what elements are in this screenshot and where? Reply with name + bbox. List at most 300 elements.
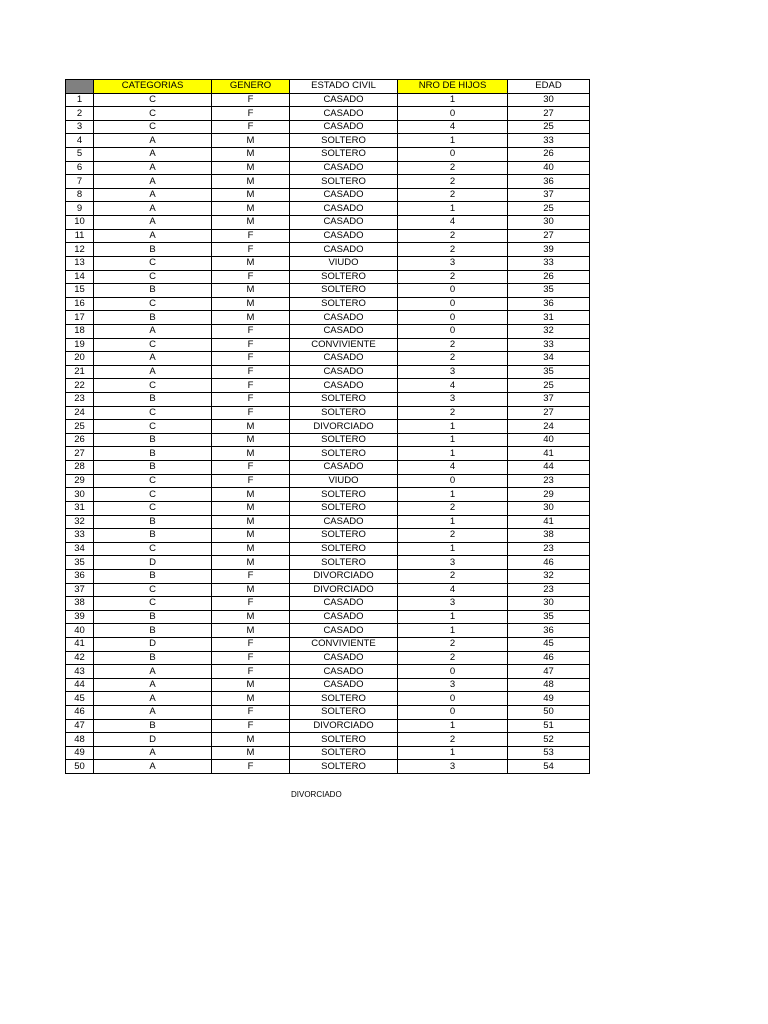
row-index: 11 <box>66 229 94 243</box>
row-index: 6 <box>66 161 94 175</box>
genero-cell: F <box>212 270 290 284</box>
genero-cell: F <box>212 229 290 243</box>
categoria-cell: B <box>94 515 212 529</box>
categoria-cell: A <box>94 216 212 230</box>
edad-cell: 46 <box>508 651 590 665</box>
row-index: 43 <box>66 665 94 679</box>
table-row <box>66 243 590 257</box>
estado-civil-cell: CASADO <box>290 352 398 366</box>
genero-cell: F <box>212 651 290 665</box>
nro-hijos-cell: 1 <box>398 447 508 461</box>
estado-civil-cell: CASADO <box>290 597 398 611</box>
estado-civil-cell: CASADO <box>290 379 398 393</box>
nro-hijos-cell: 1 <box>398 420 508 434</box>
nro-hijos-cell: 3 <box>398 365 508 379</box>
nro-hijos-cell: 2 <box>398 229 508 243</box>
row-index: 20 <box>66 352 94 366</box>
estado-civil-cell: CASADO <box>290 107 398 121</box>
estado-civil-cell: SOLTERO <box>290 447 398 461</box>
categoria-cell: D <box>94 733 212 747</box>
edad-cell: 37 <box>508 393 590 407</box>
edad-cell: 31 <box>508 311 590 325</box>
estado-civil-cell: SOLTERO <box>290 488 398 502</box>
table-row <box>66 420 590 434</box>
estado-civil-cell: CASADO <box>290 161 398 175</box>
table-row <box>66 297 590 311</box>
genero-cell: M <box>212 134 290 148</box>
nro-hijos-cell: 3 <box>398 760 508 774</box>
nro-hijos-cell: 2 <box>398 529 508 543</box>
nro-hijos-cell: 2 <box>398 637 508 651</box>
table-row <box>66 311 590 325</box>
nro-hijos-cell: 1 <box>398 624 508 638</box>
genero-cell: M <box>212 529 290 543</box>
categoria-cell: A <box>94 665 212 679</box>
estado-civil-cell: SOLTERO <box>290 501 398 515</box>
table-row <box>66 692 590 706</box>
genero-cell: F <box>212 243 290 257</box>
edad-cell: 33 <box>508 134 590 148</box>
table-row <box>66 665 590 679</box>
table-row <box>66 202 590 216</box>
genero-cell: F <box>212 637 290 651</box>
nro-hijos-cell: 0 <box>398 324 508 338</box>
edad-cell: 30 <box>508 597 590 611</box>
nro-hijos-cell: 3 <box>398 597 508 611</box>
estado-civil-cell: SOLTERO <box>290 297 398 311</box>
table-row <box>66 161 590 175</box>
genero-cell: F <box>212 474 290 488</box>
row-index: 46 <box>66 706 94 720</box>
genero-cell: M <box>212 746 290 760</box>
genero-cell: M <box>212 188 290 202</box>
nro-hijos-cell: 4 <box>398 583 508 597</box>
table-row <box>66 107 590 121</box>
categoria-cell: B <box>94 311 212 325</box>
estado-civil-cell: CASADO <box>290 188 398 202</box>
edad-cell: 47 <box>508 665 590 679</box>
edad-cell: 32 <box>508 569 590 583</box>
estado-civil-cell: CASADO <box>290 624 398 638</box>
table-row <box>66 583 590 597</box>
categoria-cell: C <box>94 474 212 488</box>
table-row <box>66 515 590 529</box>
table-row <box>66 433 590 447</box>
categoria-cell: B <box>94 393 212 407</box>
genero-cell: F <box>212 597 290 611</box>
genero-cell: F <box>212 760 290 774</box>
row-index: 23 <box>66 393 94 407</box>
categoria-cell: C <box>94 120 212 134</box>
edad-cell: 46 <box>508 556 590 570</box>
genero-cell: M <box>212 610 290 624</box>
categoria-cell: A <box>94 175 212 189</box>
table-row <box>66 624 590 638</box>
estado-civil-cell: CASADO <box>290 678 398 692</box>
genero-cell: M <box>212 501 290 515</box>
genero-cell: F <box>212 569 290 583</box>
table-row <box>66 406 590 420</box>
estado-civil-cell: SOLTERO <box>290 746 398 760</box>
nro-hijos-cell: 0 <box>398 311 508 325</box>
nro-hijos-cell: 0 <box>398 107 508 121</box>
edad-cell: 52 <box>508 733 590 747</box>
estado-civil-cell: CASADO <box>290 665 398 679</box>
genero-cell: F <box>212 665 290 679</box>
nro-hijos-cell: 0 <box>398 474 508 488</box>
categoria-cell: A <box>94 134 212 148</box>
row-index: 1 <box>66 93 94 107</box>
nro-hijos-cell: 3 <box>398 678 508 692</box>
categoria-cell: A <box>94 324 212 338</box>
estado-civil-cell: CASADO <box>290 324 398 338</box>
row-index: 17 <box>66 311 94 325</box>
table-row <box>66 556 590 570</box>
genero-cell: M <box>212 733 290 747</box>
categoria-cell: B <box>94 569 212 583</box>
header-index <box>66 80 94 94</box>
row-index: 44 <box>66 678 94 692</box>
genero-cell: M <box>212 433 290 447</box>
row-index: 41 <box>66 637 94 651</box>
row-index: 5 <box>66 148 94 162</box>
table-row <box>66 324 590 338</box>
estado-civil-cell: CASADO <box>290 120 398 134</box>
nro-hijos-cell: 2 <box>398 651 508 665</box>
estado-civil-cell: SOLTERO <box>290 270 398 284</box>
genero-cell: F <box>212 352 290 366</box>
nro-hijos-cell: 2 <box>398 352 508 366</box>
edad-cell: 29 <box>508 488 590 502</box>
nro-hijos-cell: 2 <box>398 243 508 257</box>
categoria-cell: A <box>94 188 212 202</box>
row-index: 14 <box>66 270 94 284</box>
nro-hijos-cell: 1 <box>398 719 508 733</box>
nro-hijos-cell: 3 <box>398 556 508 570</box>
nro-hijos-cell: 0 <box>398 706 508 720</box>
genero-cell: M <box>212 542 290 556</box>
data-table <box>65 79 590 774</box>
edad-cell: 35 <box>508 610 590 624</box>
edad-cell: 30 <box>508 216 590 230</box>
table-row <box>66 760 590 774</box>
genero-cell: F <box>212 324 290 338</box>
header-nro-hijos: NRO DE HIJOS <box>398 80 508 94</box>
edad-cell: 53 <box>508 746 590 760</box>
edad-cell: 23 <box>508 474 590 488</box>
nro-hijos-cell: 3 <box>398 393 508 407</box>
table-row <box>66 719 590 733</box>
row-index: 28 <box>66 461 94 475</box>
estado-civil-cell: SOLTERO <box>290 760 398 774</box>
table-body <box>66 93 590 773</box>
estado-civil-cell: CASADO <box>290 93 398 107</box>
table-row <box>66 338 590 352</box>
table-row <box>66 379 590 393</box>
table-row <box>66 610 590 624</box>
row-index: 29 <box>66 474 94 488</box>
row-index: 10 <box>66 216 94 230</box>
nro-hijos-cell: 0 <box>398 297 508 311</box>
edad-cell: 23 <box>508 542 590 556</box>
genero-cell: M <box>212 447 290 461</box>
header-edad: EDAD <box>508 80 590 94</box>
genero-cell: M <box>212 175 290 189</box>
table-row <box>66 270 590 284</box>
estado-civil-cell: CASADO <box>290 216 398 230</box>
genero-cell: M <box>212 583 290 597</box>
estado-civil-cell: CASADO <box>290 651 398 665</box>
estado-civil-cell: VIUDO <box>290 256 398 270</box>
table-row <box>66 284 590 298</box>
edad-cell: 41 <box>508 515 590 529</box>
row-index: 19 <box>66 338 94 352</box>
nro-hijos-cell: 4 <box>398 379 508 393</box>
genero-cell: M <box>212 284 290 298</box>
nro-hijos-cell: 1 <box>398 488 508 502</box>
edad-cell: 50 <box>508 706 590 720</box>
genero-cell: M <box>212 202 290 216</box>
estado-civil-cell: CASADO <box>290 202 398 216</box>
nro-hijos-cell: 0 <box>398 692 508 706</box>
estado-civil-cell: SOLTERO <box>290 433 398 447</box>
table-row <box>66 134 590 148</box>
nro-hijos-cell: 3 <box>398 256 508 270</box>
categoria-cell: A <box>94 678 212 692</box>
edad-cell: 25 <box>508 120 590 134</box>
estado-civil-cell: SOLTERO <box>290 175 398 189</box>
table-row <box>66 120 590 134</box>
row-index: 21 <box>66 365 94 379</box>
categoria-cell: A <box>94 365 212 379</box>
row-index: 12 <box>66 243 94 257</box>
estado-civil-cell: SOLTERO <box>290 529 398 543</box>
row-index: 15 <box>66 284 94 298</box>
edad-cell: 41 <box>508 447 590 461</box>
genero-cell: F <box>212 107 290 121</box>
genero-cell: M <box>212 256 290 270</box>
row-index: 26 <box>66 433 94 447</box>
row-index: 39 <box>66 610 94 624</box>
table-row <box>66 229 590 243</box>
nro-hijos-cell: 1 <box>398 746 508 760</box>
table-row <box>66 93 590 107</box>
categoria-cell: C <box>94 107 212 121</box>
edad-cell: 51 <box>508 719 590 733</box>
estado-civil-cell: CASADO <box>290 311 398 325</box>
nro-hijos-cell: 2 <box>398 733 508 747</box>
edad-cell: 39 <box>508 243 590 257</box>
categoria-cell: B <box>94 243 212 257</box>
edad-cell: 25 <box>508 202 590 216</box>
estado-civil-cell: DIVORCIADO <box>290 569 398 583</box>
row-index: 4 <box>66 134 94 148</box>
row-index: 38 <box>66 597 94 611</box>
row-index: 48 <box>66 733 94 747</box>
categoria-cell: A <box>94 148 212 162</box>
table-row <box>66 188 590 202</box>
table-row <box>66 474 590 488</box>
categoria-cell: C <box>94 501 212 515</box>
edad-cell: 37 <box>508 188 590 202</box>
nro-hijos-cell: 1 <box>398 433 508 447</box>
edad-cell: 27 <box>508 406 590 420</box>
row-index: 16 <box>66 297 94 311</box>
categoria-cell: B <box>94 529 212 543</box>
genero-cell: F <box>212 93 290 107</box>
estado-civil-cell: SOLTERO <box>290 148 398 162</box>
estado-civil-cell: CASADO <box>290 243 398 257</box>
row-index: 32 <box>66 515 94 529</box>
edad-cell: 36 <box>508 175 590 189</box>
row-index: 40 <box>66 624 94 638</box>
edad-cell: 33 <box>508 338 590 352</box>
genero-cell: M <box>212 678 290 692</box>
categoria-cell: C <box>94 270 212 284</box>
estado-civil-cell: SOLTERO <box>290 406 398 420</box>
header-estado-civil: ESTADO CIVIL <box>290 80 398 94</box>
row-index: 30 <box>66 488 94 502</box>
table-row <box>66 733 590 747</box>
table-row <box>66 597 590 611</box>
categoria-cell: C <box>94 597 212 611</box>
edad-cell: 35 <box>508 365 590 379</box>
row-index: 36 <box>66 569 94 583</box>
table-row <box>66 529 590 543</box>
nro-hijos-cell: 2 <box>398 569 508 583</box>
table-row <box>66 216 590 230</box>
row-index: 8 <box>66 188 94 202</box>
edad-cell: 32 <box>508 324 590 338</box>
categoria-cell: B <box>94 284 212 298</box>
categoria-cell: A <box>94 746 212 760</box>
genero-cell: F <box>212 461 290 475</box>
nro-hijos-cell: 1 <box>398 202 508 216</box>
edad-cell: 27 <box>508 107 590 121</box>
nro-hijos-cell: 0 <box>398 148 508 162</box>
genero-cell: M <box>212 420 290 434</box>
nro-hijos-cell: 2 <box>398 161 508 175</box>
edad-cell: 36 <box>508 624 590 638</box>
genero-cell: M <box>212 692 290 706</box>
estado-civil-cell: CASADO <box>290 610 398 624</box>
edad-cell: 40 <box>508 161 590 175</box>
categoria-cell: C <box>94 256 212 270</box>
nro-hijos-cell: 2 <box>398 188 508 202</box>
categoria-cell: D <box>94 637 212 651</box>
table-row <box>66 706 590 720</box>
edad-cell: 27 <box>508 229 590 243</box>
edad-cell: 38 <box>508 529 590 543</box>
edad-cell: 34 <box>508 352 590 366</box>
categoria-cell: B <box>94 624 212 638</box>
categoria-cell: A <box>94 692 212 706</box>
nro-hijos-cell: 1 <box>398 515 508 529</box>
estado-civil-cell: SOLTERO <box>290 393 398 407</box>
estado-civil-cell: DIVORCIADO <box>290 583 398 597</box>
genero-cell: M <box>212 556 290 570</box>
estado-civil-cell: SOLTERO <box>290 134 398 148</box>
header-categorias: CATEGORIAS <box>94 80 212 94</box>
table-row <box>66 461 590 475</box>
row-index: 34 <box>66 542 94 556</box>
genero-cell: F <box>212 706 290 720</box>
table-row <box>66 352 590 366</box>
row-index: 9 <box>66 202 94 216</box>
genero-cell: F <box>212 393 290 407</box>
estado-civil-cell: DIVORCIADO <box>290 420 398 434</box>
edad-cell: 26 <box>508 270 590 284</box>
nro-hijos-cell: 4 <box>398 461 508 475</box>
categoria-cell: A <box>94 760 212 774</box>
genero-cell: M <box>212 148 290 162</box>
row-index: 27 <box>66 447 94 461</box>
table-row <box>66 488 590 502</box>
estado-civil-cell: SOLTERO <box>290 556 398 570</box>
estado-civil-cell: SOLTERO <box>290 542 398 556</box>
categoria-cell: B <box>94 447 212 461</box>
row-index: 31 <box>66 501 94 515</box>
estado-civil-cell: CONVIVIENTE <box>290 637 398 651</box>
categoria-cell: C <box>94 297 212 311</box>
nro-hijos-cell: 0 <box>398 665 508 679</box>
edad-cell: 48 <box>508 678 590 692</box>
table-row <box>66 365 590 379</box>
estado-civil-cell: CASADO <box>290 229 398 243</box>
estado-civil-cell: CASADO <box>290 461 398 475</box>
edad-cell: 49 <box>508 692 590 706</box>
edad-cell: 36 <box>508 297 590 311</box>
categoria-cell: A <box>94 229 212 243</box>
nro-hijos-cell: 1 <box>398 610 508 624</box>
table-row <box>66 447 590 461</box>
table-header-row <box>66 80 590 94</box>
table-row <box>66 637 590 651</box>
nro-hijos-cell: 1 <box>398 93 508 107</box>
estado-civil-cell: CASADO <box>290 365 398 379</box>
table-row <box>66 256 590 270</box>
table-row <box>66 678 590 692</box>
categoria-cell: A <box>94 161 212 175</box>
edad-cell: 45 <box>508 637 590 651</box>
estado-civil-cell: SOLTERO <box>290 733 398 747</box>
estado-civil-cell: DIVORCIADO <box>290 719 398 733</box>
categoria-cell: C <box>94 338 212 352</box>
genero-cell: M <box>212 161 290 175</box>
nro-hijos-cell: 2 <box>398 338 508 352</box>
row-index: 37 <box>66 583 94 597</box>
nro-hijos-cell: 2 <box>398 175 508 189</box>
categoria-cell: B <box>94 433 212 447</box>
table-row <box>66 501 590 515</box>
row-index: 24 <box>66 406 94 420</box>
nro-hijos-cell: 4 <box>398 120 508 134</box>
genero-cell: F <box>212 120 290 134</box>
categoria-cell: B <box>94 651 212 665</box>
table-row <box>66 746 590 760</box>
genero-cell: F <box>212 338 290 352</box>
row-index: 49 <box>66 746 94 760</box>
categoria-cell: B <box>94 719 212 733</box>
categoria-cell: C <box>94 379 212 393</box>
row-index: 42 <box>66 651 94 665</box>
edad-cell: 24 <box>508 420 590 434</box>
nro-hijos-cell: 2 <box>398 406 508 420</box>
header-genero: GENERO <box>212 80 290 94</box>
row-index: 35 <box>66 556 94 570</box>
genero-cell: F <box>212 719 290 733</box>
row-index: 50 <box>66 760 94 774</box>
